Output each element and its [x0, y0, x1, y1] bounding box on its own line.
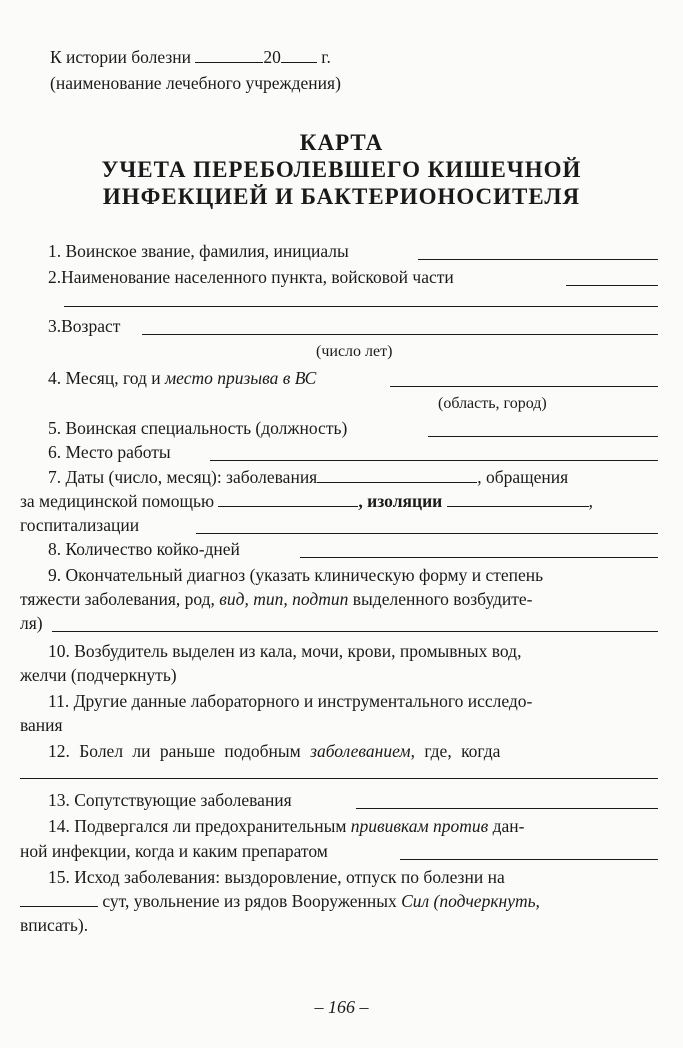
field-7-line1: 7. Даты (число, месяц): заболевания , обращения: [48, 467, 569, 487]
field-5-label: 5. Воинская специальность (должность): [48, 418, 348, 438]
field-10-line1: 10. Возбудитель выделен из кала, мочи, крови, промывных вод,: [48, 641, 522, 661]
field-11-line1: 11. Другие данные лабораторного и инструментального исследо-: [48, 691, 533, 711]
field-15-line3: вписать).: [20, 915, 89, 935]
field-9-line2: тяжести заболевания, род, вид, тип, подтип выделенного возбудите-: [20, 589, 533, 609]
field-13-label: 13. Сопутствующие заболевания: [48, 790, 292, 810]
field-4-blank[interactable]: [390, 386, 658, 387]
field-6-label: 6. Место работы: [48, 442, 171, 462]
field-7-blank-illness[interactable]: [317, 466, 477, 483]
field-5-blank[interactable]: [428, 436, 658, 437]
field-15-line1: 15. Исход заболевания: выздоровление, отпуск по болезни на: [48, 867, 505, 887]
field-9-blank[interactable]: [52, 631, 658, 632]
field-7-blank-isolation[interactable]: [447, 490, 589, 507]
field-2-blank-cont[interactable]: [64, 306, 658, 307]
field-7-blank-request[interactable]: [218, 490, 358, 507]
field-9-line3: ля): [20, 613, 43, 633]
field-7-line3: госпитализации: [20, 515, 140, 535]
field-8-blank[interactable]: [300, 557, 658, 558]
field-15-line2: сут, увольнение из рядов Вооруженных Сил (подчеркнуть,: [20, 890, 540, 912]
field-7-blank-hospital[interactable]: [196, 533, 658, 534]
field-11-line2: вания: [20, 715, 63, 735]
field-9-line1: 9. Окончательный диагноз (указать клиническую форму и степень: [48, 565, 544, 585]
field-2-blank[interactable]: [566, 285, 658, 286]
field-14-line2: ной инфекции, когда и каким препаратом: [20, 841, 328, 861]
field-10-line2: желчи (подчеркнуть): [20, 665, 177, 685]
blank-year[interactable]: [281, 46, 317, 63]
field-1-label: 1. Воинское звание, фамилия, инициалы: [48, 241, 349, 261]
field-2-label: 2.Наименование населенного пункта, войсковой части: [48, 267, 454, 287]
field-3-label: 3.Возраст: [48, 316, 121, 336]
page-number: – 166 –: [314, 997, 369, 1017]
field-14-line1: 14. Подвергался ли предохранительным прививкам против дан-: [48, 816, 525, 836]
field-3-hint: (число лет): [316, 343, 393, 360]
title-line-3: ИНФЕКЦИЕЙ И БАКТЕРИОНОСИТЕЛЯ: [102, 184, 581, 209]
field-15-blank-days[interactable]: [20, 890, 98, 907]
title-card: КАРТА: [299, 130, 384, 155]
field-12-blank[interactable]: [20, 778, 658, 779]
field-6-blank[interactable]: [210, 460, 658, 461]
institution-caption: (наименование лечебного учреждения): [50, 73, 341, 93]
field-8-label: 8. Количество койко-дней: [48, 539, 240, 559]
title-line-2: УЧЕТА ПЕРЕБОЛЕВШЕГО КИШЕЧНОЙ: [101, 157, 582, 182]
field-4-label: 4. Месяц, год и место призыва в ВС: [48, 368, 317, 388]
field-13-blank[interactable]: [356, 808, 658, 809]
blank-date[interactable]: [195, 46, 263, 63]
field-4-hint: (область, город): [438, 395, 547, 412]
field-3-blank[interactable]: [142, 334, 658, 335]
field-7-line2: за медицинской помощью , изоляции ,: [20, 491, 593, 511]
field-12-line1: 12. Болел ли раньше подобным заболеванием, где, когда: [48, 741, 501, 761]
history-reference-line: К истории болезни 20 г.: [50, 47, 331, 67]
field-14-blank[interactable]: [400, 859, 658, 860]
field-1-blank[interactable]: [418, 259, 658, 260]
